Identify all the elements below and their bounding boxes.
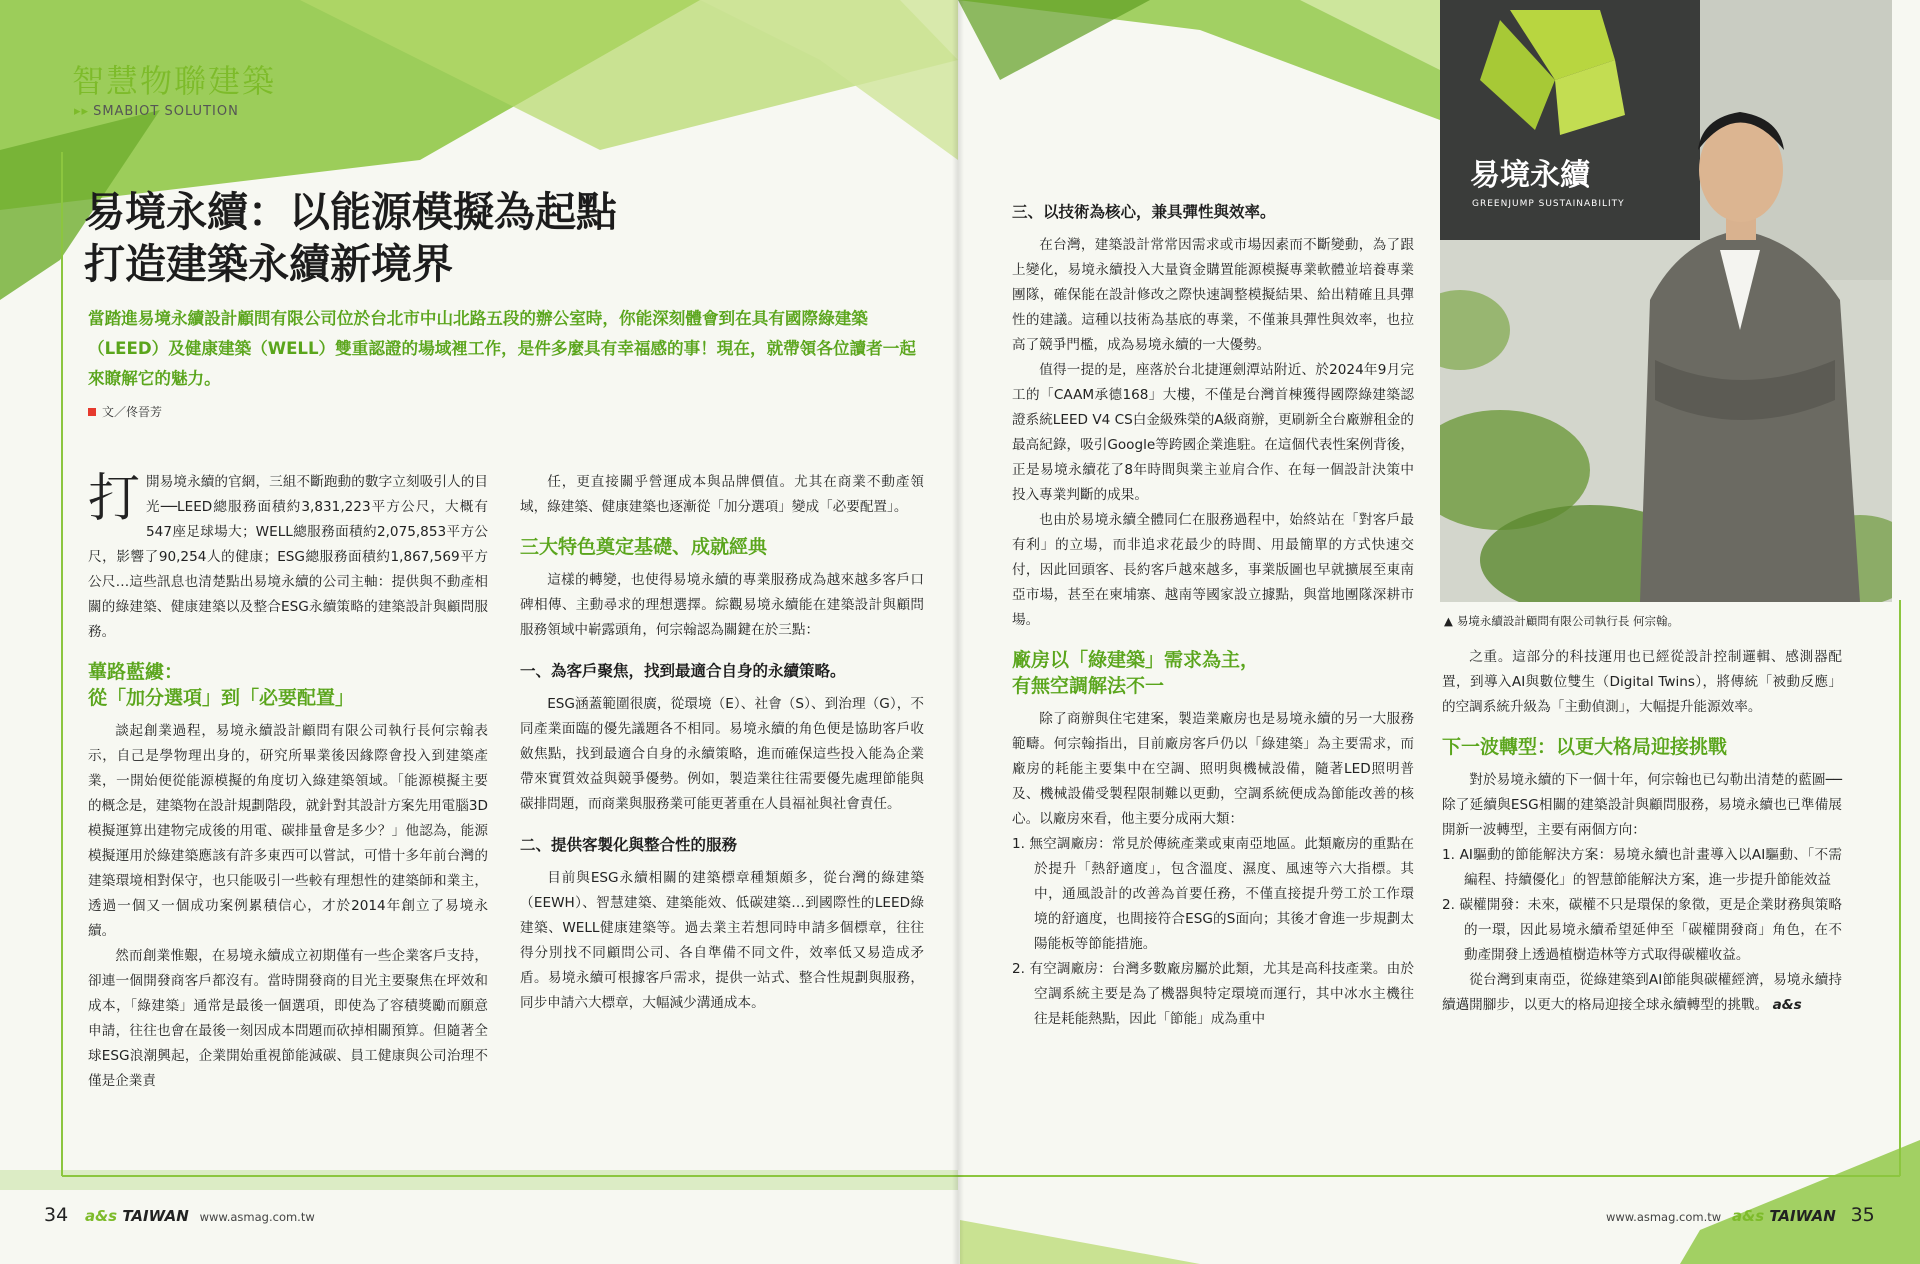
paragraph: 也由於易境永續全體同仁在服務過程中，始終站在「對客戶最有利」的立場，而非追求花最少的時間、用最簡單的方式快速交付，因此回頭客、長約客戶越來越多，事業版圖也早就擴展至東南亞市場，甚至在柬埔寨、越南等國家設立據點，與當地團隊深耕市場。 — [1012, 512, 1414, 628]
paragraph: 在台灣，建築設計常常因需求或市場因素而不斷變動，為了跟上變化，易境永續投入大量資金購置能源模擬專業軟體並培養專業團隊，確保能在設計修改之際快速調整模擬結果、給出精確且具彈性的建議。這種以技術為基底的專業，不僅兼具彈性與效率，也拉高了競爭門檻，成為易境永續的一大優勢。 — [1012, 237, 1414, 353]
paragraph: 目前與ESG永續相關的建築標章種類頗多，從台灣的綠建築（EEWH）、智慧建築、建築能效、低碳建築…到國際性的LEED綠建築、WELL健康建築等。過去業主若想同時申請多個標章，往往得分別找不同顧問公司、各自準備不同文件，效率低又易造成矛盾。易境永續可根據客戶需求，提供一站式、整合性規劃與服務，同步申請六大標章，大幅減少溝通成本。 — [520, 870, 924, 1011]
website-url: www.asmag.com.tw — [199, 1210, 315, 1224]
triangle-icon: ▲ — [1444, 614, 1453, 628]
ceo-photo-illustration — [1440, 0, 1892, 602]
ceo-photo — [1440, 0, 1892, 602]
footer-right — [1600, 1204, 1875, 1226]
paragraph: 之重。這部分的科技運用也已經從設計控制邏輯、感測器配置，到導入AI與數位雙生（Digital Twins），將傳統「被動反應」的空調系統升級為「主動偵測」，大幅提升能源效率。 — [1442, 649, 1842, 715]
column-1 — [88, 470, 488, 1094]
column-3 — [1012, 200, 1414, 1032]
subheading: 下一波轉型：以更大格局迎接挑戰 — [1442, 736, 1728, 758]
website-url: www.asmag.com.tw — [1606, 1210, 1722, 1224]
list-item: 1. 無空調廠房：常見於傳統產業或東南亞地區。此類廠房的重點在於提升「熱舒適度」，包含溫度、濕度、風速等六大指標。其中，通風設計的改善為首要任務，不僅直接提升勞工於工作環境的舒適度，也間接符合ESG的S面向；其後才會進一步規劃太陽能板等節能措施。 — [1012, 836, 1414, 952]
photo-caption: ▲ 易境永續設計顧問有限公司執行長 何宗翰。 — [1444, 614, 1680, 628]
headline-line-1: 易境永續：以能源模擬為起點 — [84, 188, 617, 236]
column-2 — [520, 470, 924, 1016]
lead-paragraph: 當踏進易境永續設計顧問有限公司位於台北市中山北路五段的辦公室時，你能深刻體會到在具有國際綠建築（LEED）及健康建築（WELL）雙重認證的場域裡工作，是件多麼具有幸福感的事！現在，就帶領各位讀者一起來瞭解它的魅力。 — [88, 309, 916, 388]
paragraph: 值得一提的是，座落於台北捷運劍潭站附近、於2024年9月完工的「CAAM承德168」大樓，不僅是台灣首棟獲得國際綠建築認證系統LEED V4 CS白金級殊榮的A級商辦，更刷新全台廠辦租金的最高紀錄，吸引Google等跨國企業進駐。在這個代表性案例背後，正是易境永續花了8年時間與業主並肩合作、在每一個設計決策中投入專業判斷的成果。 — [1012, 362, 1414, 503]
column-4 — [1442, 645, 1842, 1018]
byline: 文／佟晉芳 — [88, 403, 162, 420]
section-title: 智慧物聯建築 — [72, 62, 277, 100]
paragraph: 這樣的轉變，也使得易境永續的專業服務成為越來越多客戶口碑相傳、主動尋求的理想選擇。綜觀易境永續能在建築設計與顧問服務領域中嶄露頭角，何宗翰認為關鍵在於三點： — [520, 572, 924, 638]
point-heading: 二、提供客製化與整合性的服務 — [520, 836, 738, 854]
paragraph: ESG涵蓋範圍很廣，從環境（E）、社會（S）、到治理（G），不同產業面臨的優先議題各不相同。易境永續的角色便是協助客戶收斂焦點，找到最適合自身的永續策略，進而確保這些投入能為企業帶來實質效益與競爭優勢。例如，製造業往往需要優先處理節能與碳排問題，而商業與服務業可能更著重在人員福祉與社會責任。 — [520, 696, 924, 812]
magazine-logo: a&s TAIWAN — [1731, 1207, 1836, 1225]
subheading: 廠房以「綠建築」需求為主， 有無空調解法不一 — [1012, 649, 1260, 697]
end-mark-logo: a&s — [1772, 997, 1802, 1013]
paragraph: 任，更直接關乎營運成本與品牌價值。尤其在商業不動產領域，綠建築、健康建築也逐漸從「加分選項」變成「必要配置」。 — [520, 474, 924, 515]
paragraph: 從台灣到東南亞，從綠建築到AI節能與碳權經濟，易境永續持續邁開腳步，以更大的格局迎接全球永續轉型的挑戰。 a&s — [1442, 972, 1842, 1013]
section-subtitle: ▸▸ SMABIOT SOLUTION — [74, 104, 239, 119]
paragraph: 談起創業過程，易境永續設計顧問有限公司執行長何宗翰表示，自己是學物理出身的，研究所畢業後因緣際會投入到建築產業，一開始便從能源模擬的角度切入綠建築領域。「能源模擬主要的概念是，建築物在設計規劃階段，就針對其設計方案先用電腦3D模擬運算出建物完成後的用電、碳排量會是多少？」他認為，能源模擬運用於綠建築應該有許多東西可以嘗試，可惜十多年前台灣的建築環境相對保守，也只能吸引一些較有理想性的建築師和業主，透過一個又一個成功案例累積信心，才於2014年創立了易境永續。 — [88, 723, 488, 939]
magazine-logo: a&s TAIWAN — [84, 1207, 189, 1225]
subheading: 蓽路藍縷： 從「加分選項」到「必要配置」 — [88, 661, 355, 709]
paragraph: 對於易境永續的下一個十年，何宗翰也已勾勒出清楚的藍圖──除了延續與ESG相關的建築設計與顧問服務，易境永續也已準備展開新一波轉型，主要有兩個方向： — [1442, 772, 1842, 838]
footer-left — [44, 1204, 321, 1226]
page-number-right: 35 — [1850, 1204, 1875, 1226]
page-number-left: 34 — [44, 1204, 69, 1226]
subheading: 三大特色奠定基礎、成就經典 — [520, 536, 768, 558]
page-gutter — [952, 0, 964, 1264]
list-item: 2. 有空調廠房：台灣多數廠房屬於此類，尤其是高科技產業。由於空調系統主要是為了機器與特定環境而運行，其中冰水主機往往是耗能熱點，因此「節能」成為重中 — [1012, 961, 1414, 1027]
list-item: 1. AI驅動的節能解決方案：易境永續也計畫導入以AI驅動、「不需編程、持續優化」的智慧節能解決方案，進一步提升節能效益 — [1442, 847, 1842, 888]
paragraph: 然而創業惟艱，在易境永續成立初期僅有一些企業客戶支持，卻連一個開發商客戶都沒有。當時開發商的目光主要聚焦在坪效和成本，「綠建築」通常是最後一個選項，即使為了容積獎勵而願意申請，往往也會在最後一刻因成本問題而砍掉相關預算。但隨著全球ESG浪潮興起，企業開始重視節能減碳、員工健康與公司治理不僅是企業責 — [88, 948, 488, 1089]
point-heading: 一、為客戶聚焦，找到最適合自身的永續策略。 — [520, 662, 846, 680]
point-heading: 三、以技術為核心，兼具彈性與效率。 — [1012, 203, 1276, 221]
photo-brand-en: GREENJUMP SUSTAINABILITY — [1472, 199, 1625, 209]
headline — [84, 186, 864, 290]
headline-line-2: 打造建築永續新境界 — [84, 240, 453, 288]
double-arrow-icon: ▸▸ — [74, 104, 90, 119]
photo-brand-cn: 易境永續 — [1470, 158, 1590, 193]
drop-cap: 打 — [88, 469, 141, 529]
list-item: 2. 碳權開發：未來，碳權不只是環保的象徵，更是企業財務與策略的一環，因此易境永續希望延伸至「碳權開發商」角色，在不動產開發上透過植樹造林等方式取得碳權收益。 — [1442, 897, 1842, 963]
red-square-icon — [88, 408, 96, 416]
paragraph: 打開易境永續的官網，三組不斷跑動的數字立刻吸引人的目光──LEED總服務面積約3,831,223平方公尺，大概有547座足球場大；WELL總服務面積約2,075,853平方公尺，影響了90,254人的健康；ESG總服務面積約1,867,569平方公尺…這些訊息也清楚點出易境永續的公司主軸：提供與不動產相關的綠建築、健康建築以及整合ESG永續策略的建築設計與顧問服務。 — [88, 469, 488, 640]
paragraph: 除了商辦與住宅建案，製造業廠房也是易境永續的另一大服務範疇。何宗翰指出，目前廠房客戶仍以「綠建築」為主要需求，而廠房的耗能主要集中在空調、照明與機械設備，隨著LED照明普及、機械設備受製程限制難以更動，空調系統便成為節能改善的核心。以廠房來看，他主要分成兩大類： — [1012, 711, 1414, 827]
